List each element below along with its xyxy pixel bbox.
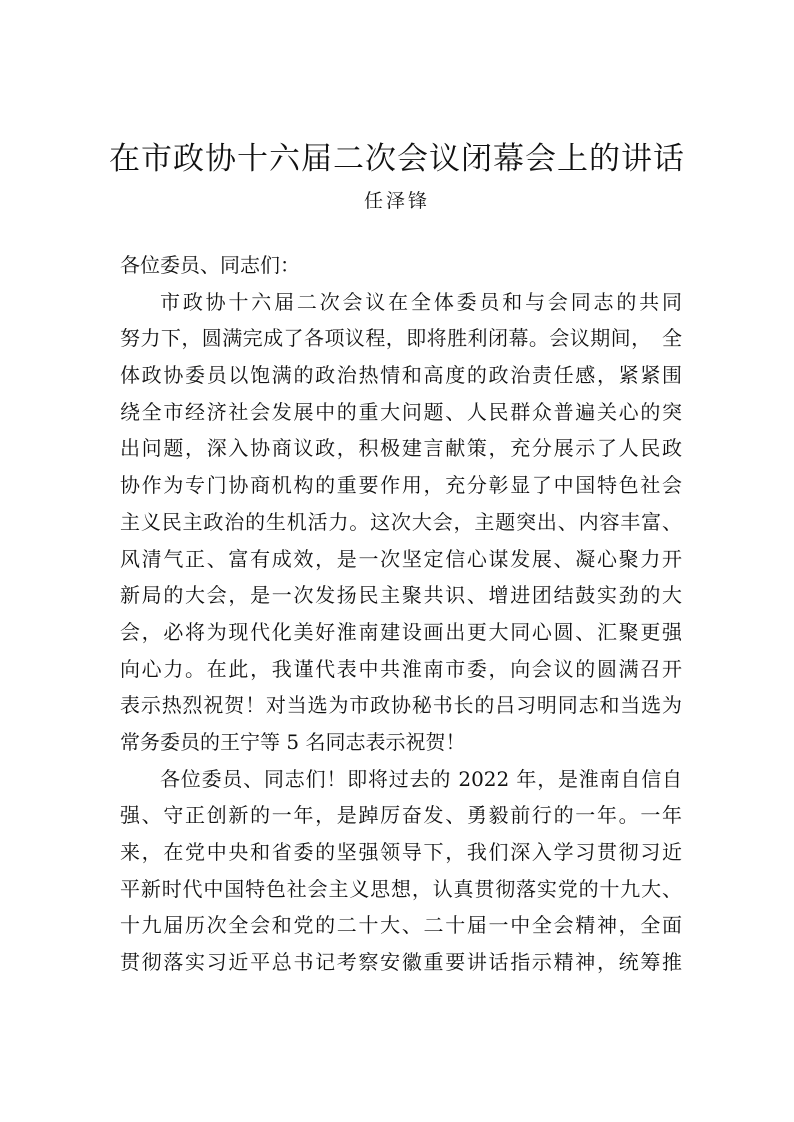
text-line: 向心力。在此，我谨代表中共淮南市委，向会议的圆满召开 (120, 656, 682, 681)
document-body (120, 250, 682, 984)
text-line: 体政协委员以饱满的政治热情和高度的政治责任感，紧紧围 (120, 363, 682, 388)
text-line: 协作为专门协商机构的重要作用，充分彰显了中国特色社会 (120, 473, 682, 498)
text-line: 新局的大会，是一次发扬民主聚共识、增进团结鼓实劲的大 (120, 583, 682, 608)
text-line: 来，在党中央和省委的坚强领导下，我们深入学习贯彻习近 (120, 840, 682, 864)
text-line: 常务委员的王宁等 5 名同志表示祝贺！ (120, 729, 466, 754)
paragraphs (120, 287, 682, 984)
text-line: 出问题，深入协商议政，积极建言献策，充分展示了人民政 (120, 436, 682, 461)
text-line: 强、守正创新的一年，是踔厉奋发、勇毅前行的一年。一年 (120, 803, 682, 828)
text-line: 主义民主政治的生机活力。这次大会，主题突出、内容丰富、 (120, 509, 682, 534)
text-line: 努力下，圆满完成了各项议程，即将胜利闭幕。会议期间， 全 (120, 326, 682, 351)
text-line: 风清气正、富有成效，是一次坚定信心谋发展、凝心聚力开 (120, 546, 682, 571)
greeting: 各位委员、同志们： (120, 253, 300, 277)
text-line: 绕全市经济社会发展中的重大问题、人民群众普遍关心的突 (120, 399, 682, 424)
text-line: 贯彻落实习近平总书记考察安徽重要讲话指示精神，统筹推 (120, 950, 682, 975)
text-line: 表示热烈祝贺！对当选为市政协秘书长的吕习明同志和当选为 (120, 693, 682, 718)
author-name: 任泽锋 (363, 190, 430, 212)
text-line: 市政协十六届二次会议在全体委员和与会同志的共同 (160, 289, 682, 314)
document-title: 在市政协十六届二次会议闭幕会上的讲话 (109, 141, 685, 177)
text-line: 平新时代中国特色社会主义思想，认真贯彻落实党的十九大、 (120, 876, 682, 901)
paragraph (120, 764, 682, 984)
text-line: 十九届历次全会和党的二十大、二十届一中全会精神，全面 (120, 913, 682, 938)
text-line: 会，必将为现代化美好淮南建设画出更大同心圆、汇聚更强 (120, 619, 682, 644)
paragraph (120, 287, 682, 764)
text-line: 各位委员、同志们！即将过去的 2022 年，是淮南自信自 (160, 766, 682, 791)
